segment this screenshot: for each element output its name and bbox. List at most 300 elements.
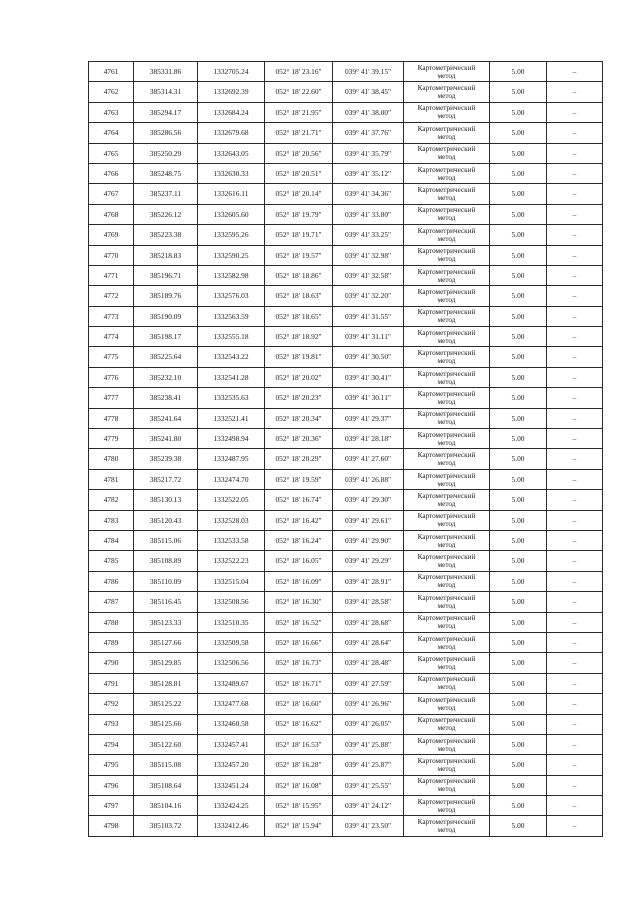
method-cell [404,673,490,693]
note-cell: – [547,612,603,632]
x-coordinate-cell: 385130.13 [134,490,198,510]
method-text-line2: метод [437,438,456,447]
latitude-cell: 052° 18' 19.79" [265,204,333,224]
y-coordinate-cell: 1332528.03 [198,510,265,530]
longitude-cell: 039° 41' 29.90" [333,530,404,550]
method-text-line2: метод [437,132,456,141]
method-cell [404,367,490,387]
method-cell [404,204,490,224]
longitude-cell: 039° 41' 32.20" [333,286,404,306]
longitude-cell: 039° 41' 24.12" [333,796,404,816]
method-text-line2: метод [437,683,456,692]
y-coordinate-cell: 1332595.26 [198,225,265,245]
method-text-line2: метод [437,295,456,304]
method-cell [404,714,490,734]
y-coordinate-cell: 1332643.05 [198,143,265,163]
point-number-cell: 4778 [89,408,134,428]
table-row [89,62,603,82]
method-cell [404,184,490,204]
y-coordinate-cell: 1332616.11 [198,184,265,204]
y-coordinate-cell: 1332489.67 [198,673,265,693]
y-coordinate-cell: 1332515.04 [198,571,265,591]
x-coordinate-cell: 385198.17 [134,327,198,347]
accuracy-cell: 5.00 [490,592,547,612]
x-coordinate-cell: 385196.71 [134,265,198,285]
latitude-cell: 052° 18' 18.65" [265,306,333,326]
table-row [89,551,603,571]
method-text-line1: Картометрический [417,471,476,480]
method-text-line1: Картометрический [417,614,476,623]
method-text-line1: Картометрический [417,573,476,582]
note-cell: – [547,571,603,591]
latitude-cell: 052° 18' 20.56" [265,143,333,163]
method-text-line2: метод [437,275,456,284]
y-coordinate-cell: 1332412.46 [198,816,265,836]
note-cell: – [547,102,603,122]
point-number-cell: 4765 [89,143,134,163]
latitude-cell: 052° 18' 21.95" [265,102,333,122]
method-text-line2: метод [437,785,456,794]
note-cell: – [547,469,603,489]
method-text-line2: метод [437,601,456,610]
accuracy-cell: 5.00 [490,469,547,489]
longitude-cell: 039° 41' 28.18" [333,429,404,449]
longitude-cell: 039° 41' 31.11" [333,327,404,347]
x-coordinate-cell: 385241.64 [134,408,198,428]
y-coordinate-cell: 1332582.98 [198,265,265,285]
accuracy-cell: 5.00 [490,632,547,652]
note-cell: – [547,388,603,408]
method-cell [404,265,490,285]
longitude-cell: 039° 41' 28.64" [333,632,404,652]
accuracy-cell: 5.00 [490,429,547,449]
y-coordinate-cell: 1332510.35 [198,612,265,632]
latitude-cell: 052° 18' 15.95" [265,796,333,816]
method-cell [404,551,490,571]
latitude-cell: 052° 18' 16.05" [265,551,333,571]
accuracy-cell: 5.00 [490,796,547,816]
latitude-cell: 052° 18' 20.36" [265,429,333,449]
x-coordinate-cell: 385125.22 [134,694,198,714]
longitude-cell: 039° 41' 29.37" [333,408,404,428]
y-coordinate-cell: 1332590.25 [198,245,265,265]
table-row [89,694,603,714]
y-coordinate-cell: 1332424.25 [198,796,265,816]
note-cell: – [547,734,603,754]
method-text-line1: Картометрический [417,145,476,154]
method-cell [404,245,490,265]
point-number-cell: 4777 [89,388,134,408]
method-cell [404,734,490,754]
latitude-cell: 052° 18' 20.29" [265,449,333,469]
table-row [89,82,603,102]
point-number-cell: 4773 [89,306,134,326]
method-cell [404,469,490,489]
table-row [89,143,603,163]
table-row [89,306,603,326]
accuracy-cell: 5.00 [490,286,547,306]
method-text-line2: метод [437,357,456,366]
note-cell: – [547,327,603,347]
y-coordinate-cell: 1332684.24 [198,102,265,122]
note-cell: – [547,408,603,428]
method-text-line2: метод [437,71,456,80]
latitude-cell: 052° 18' 18.92" [265,327,333,347]
point-number-cell: 4789 [89,632,134,652]
latitude-cell: 052° 18' 16.08" [265,775,333,795]
longitude-cell: 039° 41' 32.98" [333,245,404,265]
method-text-line2: метод [437,826,456,835]
accuracy-cell: 5.00 [490,714,547,734]
note-cell: – [547,367,603,387]
method-text-line1: Картометрический [417,491,476,500]
note-cell: – [547,796,603,816]
y-coordinate-cell: 1332543.22 [198,347,265,367]
longitude-cell: 039° 41' 28.48" [333,653,404,673]
x-coordinate-cell: 385189.76 [134,286,198,306]
method-text-line1: Картометрический [417,349,476,358]
accuracy-cell: 5.00 [490,306,547,326]
longitude-cell: 039° 41' 39.15" [333,62,404,82]
latitude-cell: 052° 18' 19.59" [265,469,333,489]
table-row [89,653,603,673]
table-row [89,163,603,183]
point-number-cell: 4774 [89,327,134,347]
longitude-cell: 039° 41' 30.41" [333,367,404,387]
table-row [89,245,603,265]
table-row [89,449,603,469]
point-number-cell: 4771 [89,265,134,285]
latitude-cell: 052° 18' 21.71" [265,123,333,143]
latitude-cell: 052° 18' 16.42" [265,510,333,530]
method-text-line1: Картометрический [417,593,476,602]
method-text-line1: Картометрический [417,777,476,786]
longitude-cell: 039° 41' 30.50" [333,347,404,367]
latitude-cell: 052° 18' 16.74" [265,490,333,510]
method-cell [404,612,490,632]
note-cell: – [547,225,603,245]
latitude-cell: 052° 18' 20.02" [265,367,333,387]
point-number-cell: 4775 [89,347,134,367]
table-row [89,388,603,408]
coordinates-table [88,61,603,837]
x-coordinate-cell: 385232.10 [134,367,198,387]
table-row [89,469,603,489]
longitude-cell: 039° 41' 25.88" [333,734,404,754]
x-coordinate-cell: 385237.11 [134,184,198,204]
method-text-line2: метод [437,499,456,508]
method-text-line1: Картометрический [417,410,476,419]
longitude-cell: 039° 41' 26.05" [333,714,404,734]
longitude-cell: 039° 41' 32.58" [333,265,404,285]
method-cell [404,102,490,122]
longitude-cell: 039° 41' 29.30" [333,490,404,510]
point-number-cell: 4785 [89,551,134,571]
x-coordinate-cell: 385217.72 [134,469,198,489]
method-text-line2: метод [437,642,456,651]
method-text-line2: метод [437,397,456,406]
latitude-cell: 052° 18' 16.60" [265,694,333,714]
method-cell [404,123,490,143]
latitude-cell: 052° 18' 19.71" [265,225,333,245]
method-cell [404,82,490,102]
method-cell [404,490,490,510]
method-text-line1: Картометрический [417,226,476,235]
latitude-cell: 052° 18' 16.62" [265,714,333,734]
x-coordinate-cell: 385115.08 [134,755,198,775]
table-row [89,490,603,510]
accuracy-cell: 5.00 [490,653,547,673]
y-coordinate-cell: 1332474.70 [198,469,265,489]
method-text-line2: метод [437,744,456,753]
accuracy-cell: 5.00 [490,265,547,285]
method-cell [404,388,490,408]
x-coordinate-cell: 385239.38 [134,449,198,469]
longitude-cell: 039° 41' 37.76" [333,123,404,143]
point-number-cell: 4791 [89,673,134,693]
note-cell: – [547,775,603,795]
x-coordinate-cell: 385123.33 [134,612,198,632]
note-cell: – [547,714,603,734]
x-coordinate-cell: 385331.86 [134,62,198,82]
table-row [89,123,603,143]
y-coordinate-cell: 1332563.59 [198,306,265,326]
longitude-cell: 039° 41' 28.58" [333,592,404,612]
note-cell: – [547,694,603,714]
accuracy-cell: 5.00 [490,62,547,82]
latitude-cell: 052° 18' 20.14" [265,184,333,204]
y-coordinate-cell: 1332457.20 [198,755,265,775]
table-row [89,286,603,306]
accuracy-cell: 5.00 [490,204,547,224]
point-number-cell: 4790 [89,653,134,673]
accuracy-cell: 5.00 [490,82,547,102]
x-coordinate-cell: 385286.56 [134,123,198,143]
method-text-line1: Картометрический [417,63,476,72]
table-row [89,102,603,122]
point-number-cell: 4761 [89,62,134,82]
note-cell: – [547,653,603,673]
x-coordinate-cell: 385127.66 [134,632,198,652]
x-coordinate-cell: 385238.41 [134,388,198,408]
longitude-cell: 039° 41' 26.88" [333,469,404,489]
longitude-cell: 039° 41' 26.96" [333,694,404,714]
method-text-line1: Картометрический [417,247,476,256]
latitude-cell: 052° 18' 18.86" [265,265,333,285]
accuracy-cell: 5.00 [490,123,547,143]
note-cell: – [547,265,603,285]
latitude-cell: 052° 18' 20.23" [265,388,333,408]
y-coordinate-cell: 1332541.28 [198,367,265,387]
method-cell [404,306,490,326]
table-row [89,347,603,367]
accuracy-cell: 5.00 [490,347,547,367]
note-cell: – [547,306,603,326]
latitude-cell: 052° 18' 16.30" [265,592,333,612]
method-cell [404,449,490,469]
note-cell: – [547,123,603,143]
note-cell: – [547,551,603,571]
x-coordinate-cell: 385108.89 [134,551,198,571]
note-cell: – [547,204,603,224]
point-number-cell: 4767 [89,184,134,204]
point-number-cell: 4780 [89,449,134,469]
x-coordinate-cell: 385120.43 [134,510,198,530]
point-number-cell: 4781 [89,469,134,489]
x-coordinate-cell: 385250.29 [134,143,198,163]
method-text-line1: Картометрический [417,308,476,317]
accuracy-cell: 5.00 [490,102,547,122]
table-row [89,816,603,836]
accuracy-cell: 5.00 [490,327,547,347]
method-cell [404,796,490,816]
point-number-cell: 4768 [89,204,134,224]
longitude-cell: 039° 41' 25.87" [333,755,404,775]
method-text-line2: метод [437,336,456,345]
latitude-cell: 052° 18' 16.09" [265,571,333,591]
accuracy-cell: 5.00 [490,571,547,591]
longitude-cell: 039° 41' 35.12" [333,163,404,183]
point-number-cell: 4786 [89,571,134,591]
x-coordinate-cell: 385104.16 [134,796,198,816]
table-row [89,714,603,734]
y-coordinate-cell: 1332487.95 [198,449,265,469]
method-text-line1: Картометрический [417,695,476,704]
x-coordinate-cell: 385226.12 [134,204,198,224]
method-text-line1: Картометрический [417,328,476,337]
method-text-line1: Картометрический [417,206,476,215]
y-coordinate-cell: 1332522.05 [198,490,265,510]
latitude-cell: 052° 18' 16.28" [265,755,333,775]
method-text-line2: метод [437,377,456,386]
method-cell [404,694,490,714]
latitude-cell: 052° 18' 16.24" [265,530,333,550]
point-number-cell: 4794 [89,734,134,754]
latitude-cell: 052° 18' 20.34" [265,408,333,428]
x-coordinate-cell: 385125.66 [134,714,198,734]
accuracy-cell: 5.00 [490,245,547,265]
method-text-line1: Картометрический [417,451,476,460]
y-coordinate-cell: 1332522.23 [198,551,265,571]
y-coordinate-cell: 1332555.18 [198,327,265,347]
table-row [89,225,603,245]
table-row [89,429,603,449]
x-coordinate-cell: 385116.45 [134,592,198,612]
accuracy-cell: 5.00 [490,408,547,428]
method-text-line2: метод [437,622,456,631]
x-coordinate-cell: 385129.85 [134,653,198,673]
longitude-cell: 039° 41' 30.11" [333,388,404,408]
method-cell [404,592,490,612]
note-cell: – [547,530,603,550]
method-text-line2: метод [437,173,456,182]
method-cell [404,816,490,836]
latitude-cell: 052° 18' 16.53" [265,734,333,754]
y-coordinate-cell: 1332630.33 [198,163,265,183]
accuracy-cell: 5.00 [490,816,547,836]
table-row [89,571,603,591]
method-text-line1: Картометрический [417,430,476,439]
table-row [89,408,603,428]
longitude-cell: 039° 41' 29.61" [333,510,404,530]
method-text-line2: метод [437,540,456,549]
method-text-line1: Картометрический [417,716,476,725]
method-text-line1: Картометрический [417,287,476,296]
method-cell [404,755,490,775]
point-number-cell: 4798 [89,816,134,836]
point-number-cell: 4779 [89,429,134,449]
longitude-cell: 039° 41' 23.50" [333,816,404,836]
y-coordinate-cell: 1332451.24 [198,775,265,795]
longitude-cell: 039° 41' 33.25" [333,225,404,245]
y-coordinate-cell: 1332477.68 [198,694,265,714]
table-row [89,592,603,612]
table-row [89,612,603,632]
y-coordinate-cell: 1332605.60 [198,204,265,224]
y-coordinate-cell: 1332508.56 [198,592,265,612]
method-text-line2: метод [437,703,456,712]
accuracy-cell: 5.00 [490,490,547,510]
point-number-cell: 4770 [89,245,134,265]
accuracy-cell: 5.00 [490,163,547,183]
point-number-cell: 4784 [89,530,134,550]
y-coordinate-cell: 1332576.03 [198,286,265,306]
method-text-line2: метод [437,214,456,223]
note-cell: – [547,592,603,612]
table-row [89,734,603,754]
table-row [89,184,603,204]
method-text-line2: метод [437,663,456,672]
x-coordinate-cell: 385225.64 [134,347,198,367]
y-coordinate-cell: 1332705.24 [198,62,265,82]
longitude-cell: 039° 41' 28.91" [333,571,404,591]
longitude-cell: 039° 41' 38.00" [333,102,404,122]
latitude-cell: 052° 18' 16.66" [265,632,333,652]
method-text-line1: Картометрический [417,512,476,521]
longitude-cell: 039° 41' 27.60" [333,449,404,469]
accuracy-cell: 5.00 [490,184,547,204]
table-row [89,755,603,775]
method-cell [404,62,490,82]
latitude-cell: 052° 18' 23.16" [265,62,333,82]
method-text-line2: метод [437,520,456,529]
y-coordinate-cell: 1332460.58 [198,714,265,734]
note-cell: – [547,62,603,82]
table-row [89,510,603,530]
x-coordinate-cell: 385294.17 [134,102,198,122]
method-text-line2: метод [437,316,456,325]
method-text-line1: Картометрический [417,104,476,113]
y-coordinate-cell: 1332509.58 [198,632,265,652]
x-coordinate-cell: 385218.83 [134,245,198,265]
method-text-line1: Картометрический [417,267,476,276]
method-text-line2: метод [437,92,456,101]
method-text-line1: Картометрический [417,756,476,765]
y-coordinate-cell: 1332533.58 [198,530,265,550]
longitude-cell: 039° 41' 34.36" [333,184,404,204]
point-number-cell: 4783 [89,510,134,530]
point-number-cell: 4797 [89,796,134,816]
method-text-line1: Картометрический [417,818,476,827]
table-body [89,62,603,837]
method-cell [404,510,490,530]
point-number-cell: 4766 [89,163,134,183]
longitude-cell: 039° 41' 35.79" [333,143,404,163]
point-number-cell: 4763 [89,102,134,122]
point-number-cell: 4796 [89,775,134,795]
x-coordinate-cell: 385108.64 [134,775,198,795]
note-cell: – [547,163,603,183]
